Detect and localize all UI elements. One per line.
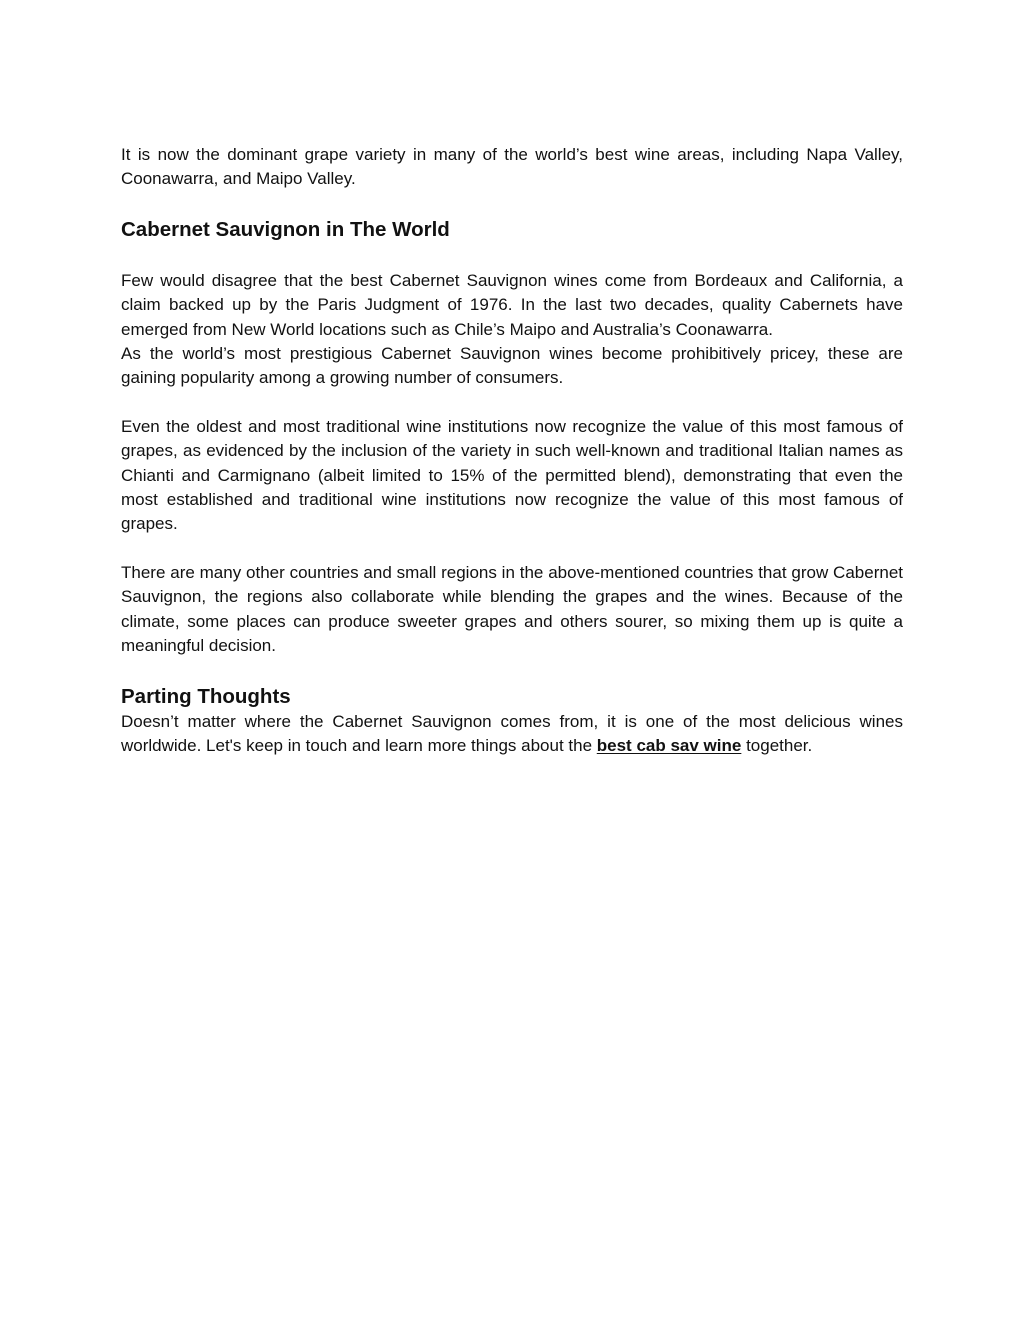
paragraph-parting-thoughts (121, 710, 903, 759)
paragraph-prestigious-wines: As the world’s most prestigious Cabernet Sauvignon wines become prohibitively pricey, these are gaining popularity among a growing number of consumers. (121, 344, 903, 388)
section-heading-world: Cabernet Sauvignon in The World (121, 217, 450, 241)
parting-text-before-link: Doesn’t matter where the Cabernet Sauvignon comes from, it is one of the most delicious wines worldwide. Let's keep in touch and learn more things about the (121, 711, 903, 755)
intro-paragraph: It is now the dominant grape variety in many of the world’s best wine areas, including Napa Valley, Coonawarra, and Maipo Valley. (121, 145, 903, 189)
document-page (121, 143, 903, 758)
paragraph-bordeaux-california: Few would disagree that the best Cabernet Sauvignon wines come from Bordeaux and California, a claim backed up by the Paris Judgment of 1976. In the last two decades, quality Cabernets have emerged from New World locations such as Chile’s Maipo and Australia’s Coonawarra. (121, 270, 903, 339)
section-heading-parting-thoughts: Parting Thoughts (121, 684, 291, 708)
best-cab-sav-wine-link[interactable]: best cab sav wine (596, 735, 742, 755)
paragraph-traditional-institutions: Even the oldest and most traditional wine institutions now recognize the value of this most famous of grapes, as evidenced by the inclusion of the variety in such well-known and traditional Italian names as Chianti and Carmignano (albeit limited to 15% of the permitted blend), demonstrating that even the most established and traditional wine institutions now recognize the value of this most famous of grapes. (121, 416, 903, 534)
paragraph-other-countries: There are many other countries and small regions in the above-mentioned countries that grow Cabernet Sauvignon, the regions also collaborate while blending the grapes and the wines. Because of the climate, some places can produce sweeter grapes and others sourer, so mixing them up is quite a meaningful decision. (121, 562, 903, 656)
parting-text-after-link: together. (741, 735, 813, 755)
